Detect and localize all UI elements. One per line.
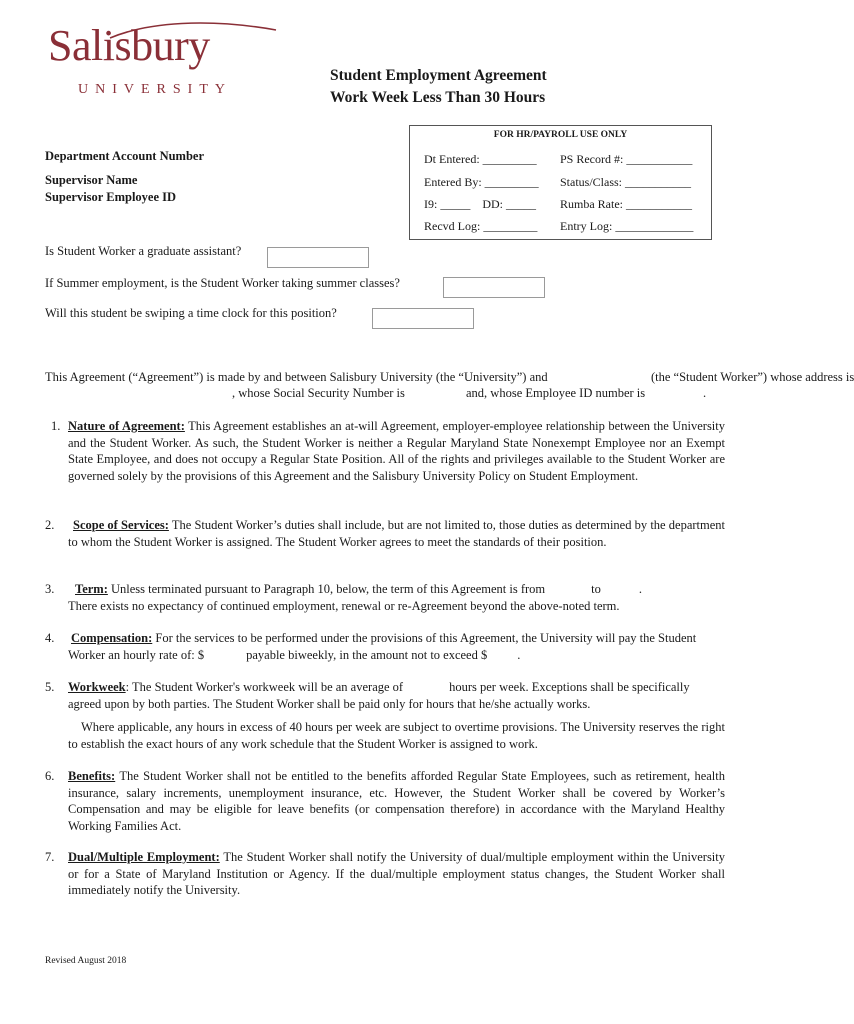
- section-workweek-overtime: [45, 719, 725, 752]
- intro-student-worker: (the “Student Worker”) whose address is: [651, 370, 854, 384]
- graduate-assistant-field[interactable]: [267, 247, 369, 268]
- term-to: to: [591, 582, 601, 596]
- section-benefits: [45, 768, 725, 834]
- hr-status-class: Status/Class: ___________: [560, 175, 692, 189]
- hr-box-header: FOR HR/PAYROLL USE ONLY: [493, 130, 628, 140]
- compensation-end: .: [517, 647, 521, 662]
- section-text: For the services to be performed under the provisions of this Agreement, the University will pay the Student Worker an hourly rate of: $: [68, 631, 697, 662]
- supervisor-name-label: Supervisor Name: [45, 173, 138, 187]
- intro-employee-id: and, whose Employee ID number is: [466, 386, 646, 400]
- question-summer-classes: If Summer employment, is the Student Worker taking summer classes?: [45, 276, 400, 290]
- section-number: 1.: [51, 419, 61, 433]
- section-compensation: [45, 630, 725, 663]
- section-number: 3.: [45, 582, 55, 596]
- term-text: There exists no expectancy of continued employment, renewal or re-Agreement beyond the above-noted term.: [68, 598, 620, 613]
- section-heading: Nature of Agreement:: [68, 419, 185, 433]
- section-text: This Agreement establishes an at-will Agreement, employer-employee relationship between the University and the Student Worker. As such, the Student Worker is neither a Regular Maryland State Nonexempt Employee nor an Exempt State Employee, and does not occupy a Regular State Position. All of the rights and privileges available to the Student Worker are governed solely by the provisions of this Agreement and the Salisbury University Policy on Student Employment.: [68, 419, 725, 483]
- section-term: [45, 581, 725, 614]
- section-heading: Term:: [75, 582, 108, 596]
- intro-end: .: [703, 386, 707, 400]
- overtime-text: Where applicable, any hours in excess of 40 hours per week are subject to overtime provisions. The University reserves the right to establish the exact hours of any work schedule that the Student Worker is assigned to work.: [68, 720, 725, 751]
- hr-recvd-log: Recvd Log: _________: [424, 219, 538, 233]
- section-text: The Student Worker’s duties shall include, but are not limited to, those duties as determined by the department to whom the Student Worker is assigned. The Student Worker agrees to meet the standards of their position.: [68, 518, 725, 549]
- section-text: Unless terminated pursuant to Paragraph 10, below, the term of this Agreement is from: [107, 582, 546, 596]
- section-dual-employment: [45, 849, 725, 899]
- hr-dt-entered: Dt Entered: _________: [424, 152, 537, 166]
- summer-classes-field[interactable]: [443, 277, 545, 298]
- hr-payroll-box: [409, 125, 712, 240]
- section-text: : The Student Worker's workweek will be an average of: [125, 680, 404, 694]
- page-title: Student Employment Agreement: [330, 67, 547, 84]
- time-clock-field[interactable]: [372, 308, 474, 329]
- section-heading: Compensation:: [71, 631, 153, 645]
- section-workweek: [45, 679, 725, 712]
- section-number: 5.: [45, 680, 55, 694]
- page-subtitle: Work Week Less Than 30 Hours: [330, 89, 546, 106]
- logo-wordmark: Salisbury: [48, 21, 210, 70]
- question-time-clock: Will this student be swiping a time clock for this position?: [45, 306, 337, 320]
- compensation-cap: payable biweekly, in the amount not to exceed $: [246, 647, 488, 662]
- hr-i9-dd: I9: _____ DD: _____: [424, 197, 536, 211]
- hr-rumba-rate: Rumba Rate: ___________: [560, 197, 692, 211]
- question-graduate-assistant: Is Student Worker a graduate assistant?: [45, 244, 242, 258]
- hr-entered-by: Entered By: _________: [424, 175, 539, 189]
- supervisor-id-label: Supervisor Employee ID: [45, 190, 177, 204]
- logo-subtitle: UNIVERSITY: [78, 82, 232, 97]
- dept-account-label: Department Account Number: [45, 149, 205, 163]
- section-scope: [45, 517, 725, 550]
- section-heading: Workweek: [68, 680, 126, 694]
- revision-footer: Revised August 2018: [45, 956, 127, 966]
- section-text: The Student Worker shall notify the University of dual/multiple employment within the University or for a State of Maryland Institution or Agency. If the dual/multiple employment status changes, the Student Worker shall immediately notify the University.: [68, 850, 726, 897]
- section-number: 6.: [45, 769, 55, 783]
- section-heading: Benefits:: [68, 769, 116, 783]
- section-text: The Student Worker shall not be entitled to the benefits afforded Regular State Employees, such as retirement, health insurance, salary increments, unemployment insurance, etc. However, the Student Worker shall be covered by Worker’s Compensation and may be eligible for leave benefits (or compensation therefore) in accordance with the Maryland Healthy Working Families Act.: [68, 769, 725, 833]
- section-number: 4.: [45, 631, 55, 645]
- term-end: .: [638, 582, 643, 596]
- section-heading: Dual/Multiple Employment:: [68, 850, 220, 864]
- section-nature: [45, 418, 725, 484]
- section-heading: Scope of Services:: [73, 518, 169, 532]
- section-number: 7.: [45, 850, 55, 864]
- workweek-text: hours per week. Exceptions shall be specifically agreed upon by both parties. The Student Worker shall be paid only for hours that he/she actually works.: [68, 680, 690, 711]
- intro-ssn: , whose Social Security Number is: [232, 386, 405, 400]
- hr-entry-log: Entry Log: _____________: [560, 219, 694, 233]
- intro-line-1: This Agreement (“Agreement”) is made by and between Salisbury University (the “University”) and: [45, 370, 548, 384]
- section-number: 2.: [45, 518, 55, 532]
- hr-ps-record: PS Record #: ___________: [560, 152, 693, 166]
